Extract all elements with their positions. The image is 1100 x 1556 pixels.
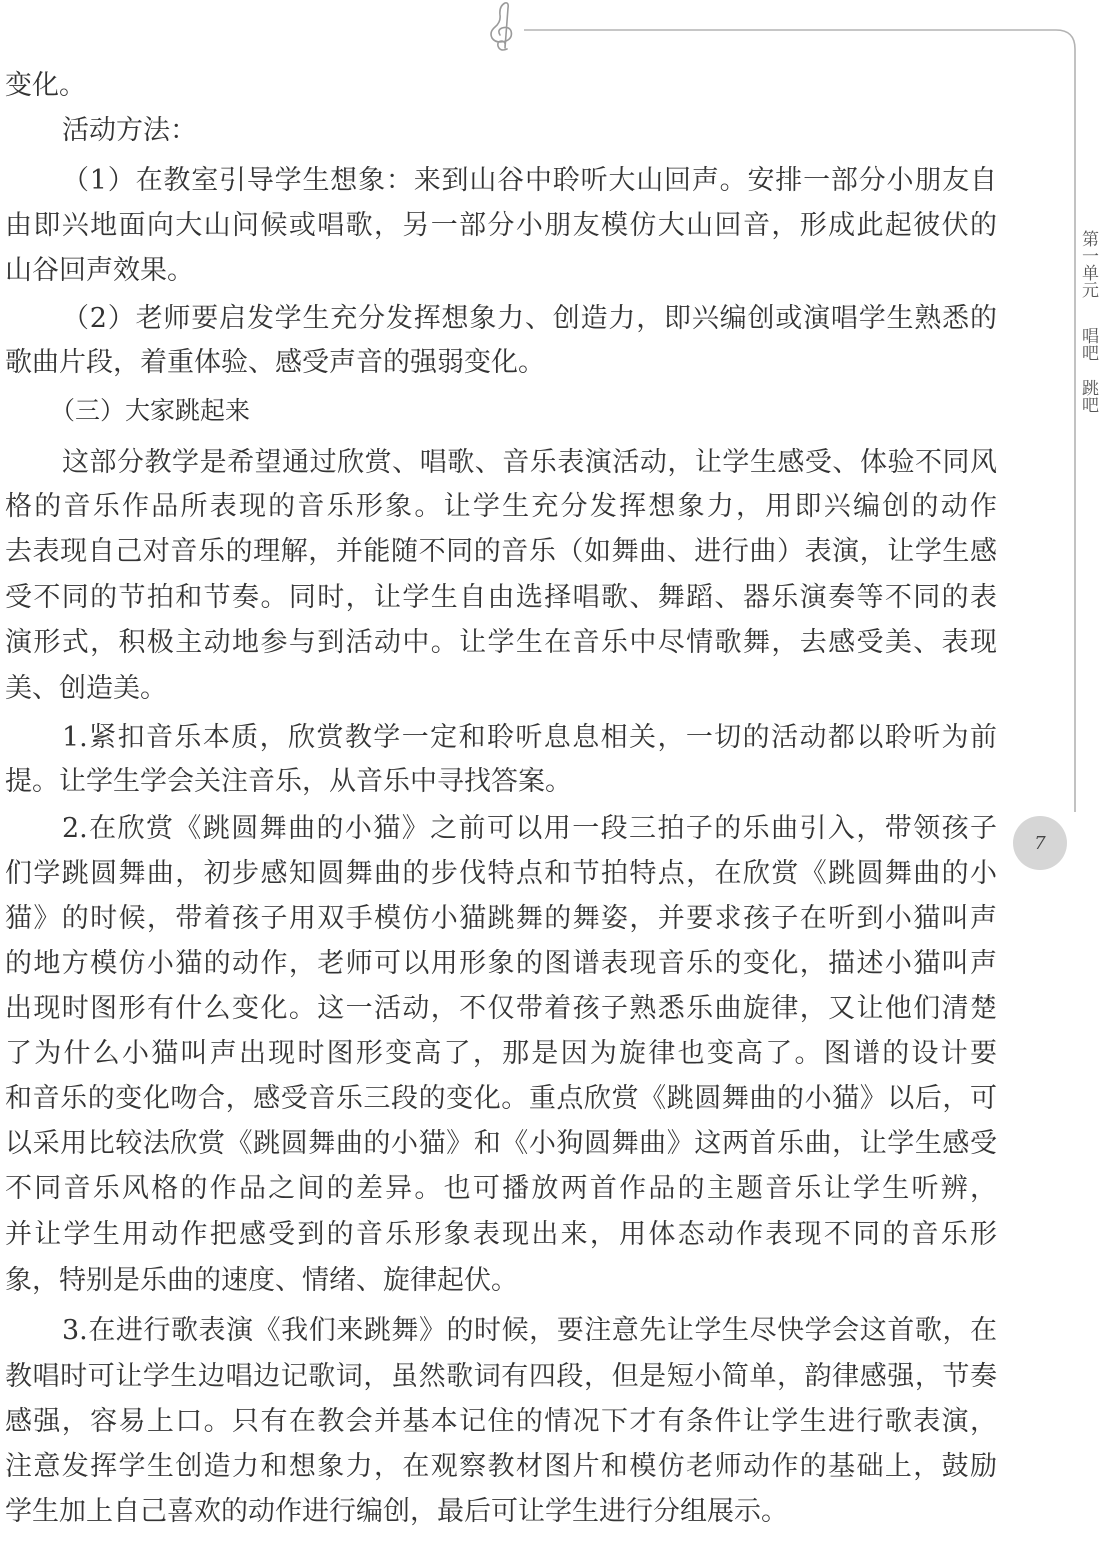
text-line: 这部分教学是希望通过欣赏、唱歌、音乐表演活动，让学生感受、体验不同风 [62,447,997,478]
text-line: 由即兴地面向大山问候或唱歌，另一部分小朋友模仿大山回音，形成此起彼伏的 [5,210,997,241]
text-line: 们学跳圆舞曲，初步感知圆舞曲的步伐特点和节拍特点，在欣赏《跳圆舞曲的小 [5,858,997,889]
text-line: 活动方法： [62,115,197,146]
text-line: 格的音乐作品所表现的音乐形象。让学生充分发挥想象力，用即兴编创的动作 [5,491,997,522]
text-line: 2.在欣赏《跳圆舞曲的小猫》之前可以用一段三拍子的乐曲引入，带领孩子 [62,813,997,844]
text-line: 受不同的节拍和节奏。同时，让学生自由选择唱歌、舞蹈、器乐演奏等不同的表 [5,582,997,613]
running-head-part-one: 唱吧 [1078,327,1098,361]
text-line: 美、创造美。 [5,673,167,704]
text-line: 学生加上自己喜欢的动作进行编创，最后可让学生进行分组展示。 [5,1496,788,1527]
text-line: 提。让学生学会关注音乐，从音乐中寻找答案。 [5,766,572,797]
text-line: 象，特别是乐曲的速度、情绪、旋律起伏。 [5,1265,518,1296]
text-line: 注意发挥学生创造力和想象力，在观察教材图片和模仿老师动作的基础上，鼓励 [5,1451,997,1482]
text-line: 3.在进行歌表演《我们来跳舞》的时候，要注意先让学生尽快学会这首歌，在 [62,1315,997,1346]
text-line: 1.紧扣音乐本质，欣赏教学一定和聆听息息相关，一切的活动都以聆听为前 [62,722,997,753]
page-number-badge [1013,816,1067,870]
text-line: 的地方模仿小猫的动作，老师可以用形象的图谱表现音乐的变化，描述小猫叫声 [5,948,997,979]
text-line: 感强，容易上口。只有在教会并基本记住的情况下才有条件让学生进行歌表演， [5,1406,997,1437]
treble-clef-icon [486,0,524,52]
page-number: 7 [1034,832,1046,854]
text-line: 并让学生用动作把感受到的音乐形象表现出来，用体态动作表现不同的音乐形 [5,1219,997,1250]
text-line: 教唱时可让学生边唱边记歌词，虽然歌词有四段，但是短小简单，韵律感强，节奏 [5,1361,997,1392]
text-line: （1）在教室引导学生想象：来到山谷中聆听大山回声。安排一部分小朋友自 [62,165,997,196]
text-line: 不同音乐风格的作品之间的差异。也可播放两首作品的主题音乐让学生听辨， [5,1173,997,1204]
text-line: 变化。 [5,70,86,101]
text-line: 歌曲片段，着重体验、感受声音的强弱变化。 [5,347,545,378]
text-line: 去表现自己对音乐的理解，并能随不同的音乐（如舞曲、进行曲）表演，让学生感 [5,536,997,567]
section-heading: （三）大家跳起来 [50,396,251,425]
text-line: 了为什么小猫叫声出现时图形变高了，那是因为旋律也变高了。图谱的设计要 [5,1038,997,1069]
running-head-part-two: 跳吧 [1078,379,1098,413]
text-line: 演形式，积极主动地参与到活动中。让学生在音乐中尽情歌舞，去感受美、表现 [5,627,997,658]
text-line: 以采用比较法欣赏《跳圆舞曲的小猫》和《小狗圆舞曲》这两首乐曲，让学生感受 [5,1128,997,1159]
text-line: 出现时图形有什么变化。这一活动，不仅带着孩子熟悉乐曲旋律，又让他们清楚 [5,993,997,1024]
text-line: 山谷回声效果。 [5,255,194,286]
text-line: （2）老师要启发学生充分发挥想象力、创造力，即兴编创或演唱学生熟悉的 [62,303,997,334]
text-line: 猫》的时候，带着孩子用双手模仿小猫跳舞的舞姿，并要求孩子在听到小猫叫声 [5,903,997,934]
running-head-unit: 第一单元 [1078,230,1098,298]
text-line: 和音乐的变化吻合，感受音乐三段的变化。重点欣赏《跳圆舞曲的小猫》以后，可 [5,1083,997,1114]
